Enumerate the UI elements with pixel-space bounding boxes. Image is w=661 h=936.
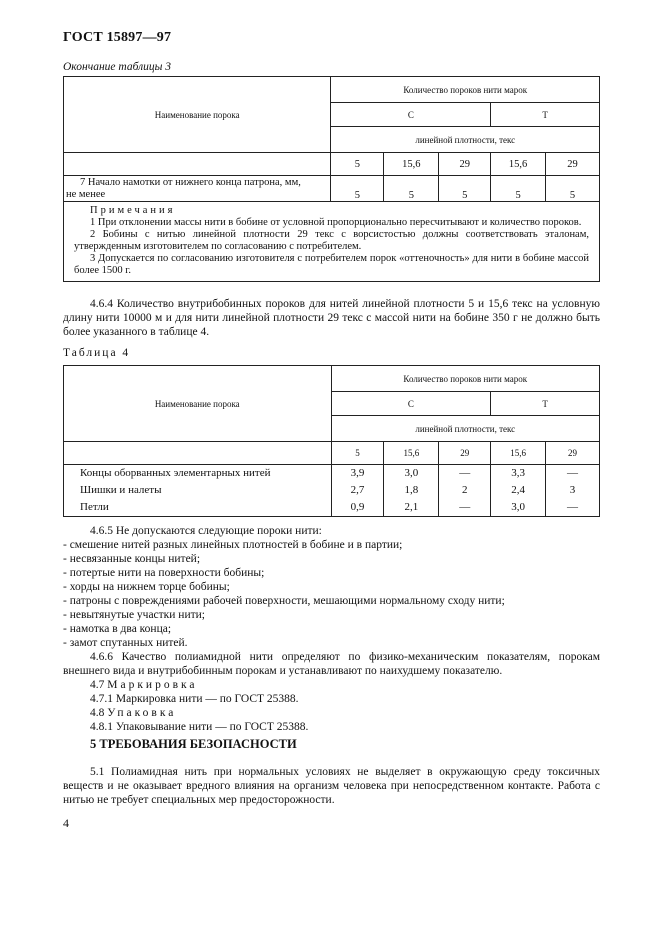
table4-value-cell: 3,3 xyxy=(491,465,546,482)
table4-value-cell: — xyxy=(439,499,491,517)
list-item: - хорды на нижнем торце бобины; xyxy=(63,581,230,593)
table4-value-cell: 2,7 xyxy=(331,482,384,499)
table4-value-cell: 3,9 xyxy=(331,465,384,482)
table4-density-cell: 29 xyxy=(439,442,491,465)
table3-value-cell: 5 xyxy=(491,176,546,202)
table3-density-cell: 15,6 xyxy=(491,153,546,176)
paragraph-text: 4.6.4 Количество внутрибобинных пороков для нитей линейной плотности 5 и 15,6 текс на условную длину нити 10000 м и для нити линейной плотности 29 текс с массой нити на бобине 350 г не должно быть более указанного в таблице 4. xyxy=(63,298,600,338)
table3-row-label-line2: не менее xyxy=(66,188,106,200)
table4-value-cell: 3,0 xyxy=(384,465,439,482)
table4-value-cell: 3,0 xyxy=(491,499,546,517)
table4-brand-c: С xyxy=(331,392,491,416)
table3-value-cell: 5 xyxy=(546,176,600,202)
page-number: 4 xyxy=(63,816,69,830)
table4-value-cell: — xyxy=(546,465,600,482)
table4-value-cell: 2,1 xyxy=(384,499,439,517)
heading-4-7 xyxy=(63,678,600,692)
table3-brand-t: Т xyxy=(491,103,600,127)
paragraph-text: 5.1 Полиамидная нить при нормальных условиях не выделяет в окружающую среду токсичных веществ и не оказывает вредного влияния на организм человека при непосредственном контакте. Работа с нитью не требует специальных мер предосторожности. xyxy=(63,766,600,806)
table3-col-name: Наименование порока xyxy=(64,77,331,153)
table4 xyxy=(63,365,600,517)
paragraph-4-6-5 xyxy=(63,524,600,734)
document-header: ГОСТ 15897—97 xyxy=(63,30,172,45)
table4-col-count: Количество пороков нити марок xyxy=(331,366,599,392)
table3-density-cell: 29 xyxy=(439,153,491,176)
table-row: Шишки и налеты xyxy=(64,482,332,499)
note-item: 1 При отклонении массы нити в бобине от условной пропорционально пересчитывают и количество пороков. xyxy=(90,217,582,228)
paragraph-text: 4.6.5 Не допускаются следующие пороки нити: xyxy=(90,525,322,537)
heading-title: Упаковка xyxy=(107,707,177,719)
list-item: - намотка в два конца; xyxy=(63,623,172,635)
paragraph-4-7-1: 4.7.1 Маркировка нити — по ГОСТ 25388. xyxy=(90,693,299,705)
list-item: - несвязанные концы нитей; xyxy=(63,553,201,565)
table4-density-cell: 5 xyxy=(331,442,384,465)
table4-value-cell: 0,9 xyxy=(331,499,384,517)
table4-value-cell: 3 xyxy=(546,482,600,499)
table4-col-name: Наименование порока xyxy=(64,366,332,442)
table4-value-cell: 1,8 xyxy=(384,482,439,499)
list-item: - замот спутанных нитей. xyxy=(63,637,188,649)
table4-density-cell: 29 xyxy=(546,442,600,465)
list-item: - смешение нитей разных линейных плотностей в бобине и в партии; xyxy=(63,539,403,551)
paragraph-4-8-1: 4.8.1 Упаковывание нити — по ГОСТ 25388. xyxy=(90,721,309,733)
heading-4-8 xyxy=(63,706,600,720)
table3-density-cell: 29 xyxy=(546,153,600,176)
table-row: Петли xyxy=(64,499,332,517)
table4-density-cell: 15,6 xyxy=(384,442,439,465)
table4-value-cell: — xyxy=(439,465,491,482)
paragraph-5-1 xyxy=(63,765,600,807)
heading-number: 4.8 xyxy=(90,707,105,719)
paragraph-4-6-4 xyxy=(63,297,600,339)
list-item: - потертые нити на поверхности бобины; xyxy=(63,567,265,579)
table4-caption: Таблица 4 xyxy=(63,347,131,359)
section-title: 5 ТРЕБОВАНИЯ БЕЗОПАСНОСТИ xyxy=(90,737,297,751)
table3-value-cell: 5 xyxy=(331,176,384,202)
table3-spacer xyxy=(64,153,331,176)
note-item: 2 Бобины с нитью линейной плотности 29 текс с ворсистостью должны соответствовать эталонам, утвержденным изготовителем по согласованию с потребителем. xyxy=(74,229,589,252)
table4-value-cell: 2,4 xyxy=(491,482,546,499)
table3-brand-c: С xyxy=(331,103,491,127)
notes-title: Примечания xyxy=(90,205,176,216)
table4-value-cell: — xyxy=(546,499,600,517)
list-item: - невытянутые участки нити; xyxy=(63,609,205,621)
heading-number: 4.7 xyxy=(90,679,105,691)
table4-brand-t: Т xyxy=(491,392,600,416)
table3-col-count: Количество пороков нити марок xyxy=(331,77,600,103)
table-row: Концы оборванных элементарных нитей xyxy=(64,465,332,482)
table4-density: линейной плотности, текс xyxy=(331,416,599,442)
table3 xyxy=(63,76,600,282)
table3-density: линейной плотности, текс xyxy=(331,127,600,153)
table3-density-cell: 15,6 xyxy=(384,153,439,176)
table3-value-cell: 5 xyxy=(439,176,491,202)
table4-spacer xyxy=(64,442,332,465)
table3-value-cell: 5 xyxy=(384,176,439,202)
paragraph-4-6-6: 4.6.6 Качество полиамидной нити определяют по физико-механическим показателям, порокам внешнего вида и внутрибобинным порокам и устанавливают по наихудшему показателю. xyxy=(63,651,600,677)
table3-caption: Окончание таблицы 3 xyxy=(63,61,171,73)
list-item: - патроны с повреждениями рабочей поверхности, мешающими нормальному сходу нити; xyxy=(63,595,505,607)
table3-density-cell: 5 xyxy=(331,153,384,176)
heading-title: Маркировка xyxy=(107,679,198,691)
note-item: 3 Допускается по согласованию изготовителя с потребителем порок «оттеночность» для нити в бобине массой более 1500 г. xyxy=(74,253,589,276)
table3-row-label xyxy=(64,176,331,202)
table3-row-label-line1: 7 Начало намотки от нижнего конца патрона, мм, xyxy=(80,176,301,188)
table4-density-cell: 15,6 xyxy=(491,442,546,465)
table4-value-cell: 2 xyxy=(439,482,491,499)
table3-notes xyxy=(64,202,600,282)
